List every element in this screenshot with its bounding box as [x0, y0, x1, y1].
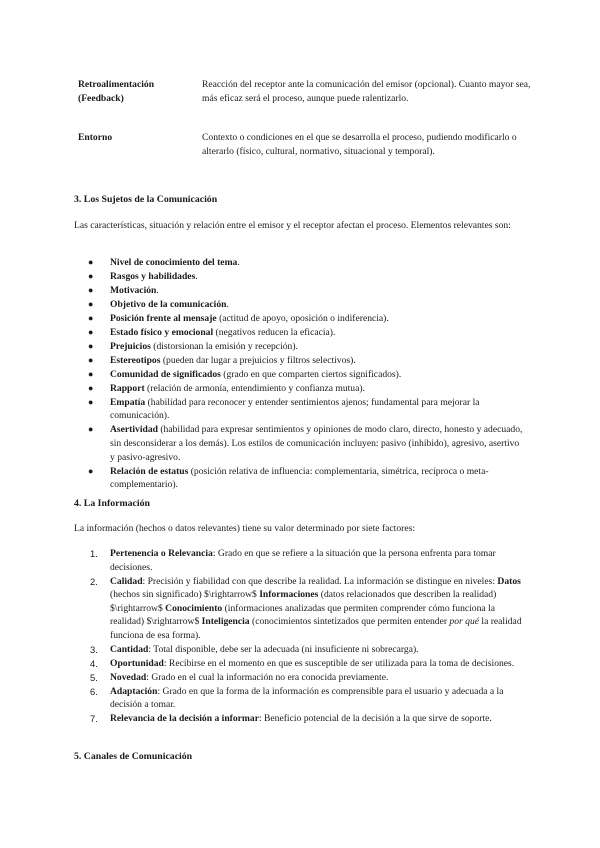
list-item: ● Prejuicios (distorsionan la emisión y recepción). [88, 340, 298, 352]
item-number: 5. [90, 671, 98, 683]
term-line: Retroalimentación [78, 79, 155, 90]
definition-text: Contexto o condiciones en el que se desarrolla el proceso, pudiendo modificarlo o alterarlo (físico, cultural, normativo, situacional y temporal). [202, 132, 517, 157]
list-item: ● Empatía (habilidad para reconocer y entender sentimientos ajenos; fundamental para mejorar la comunicación). [88, 396, 480, 422]
item-number: 6. [90, 685, 98, 697]
section-heading: 4. La Información [74, 498, 150, 509]
list-item: ● Relación de estatus (posición relativa de influencia: complementaria, simétrica, recíproca o meta-complementario). [88, 465, 489, 491]
information-factors-list [74, 547, 524, 726]
list-item: ● Comunidad de significados (grado en que comparten ciertos significados). [88, 368, 402, 380]
bullet-icon: ● [88, 270, 94, 281]
list-item: ● Nivel de conocimiento del tema. [88, 257, 240, 268]
list-item: 6. Adaptación: Grado en que la forma de la información es comprensible para el usuario y adecuada a la decisión a tomar. [90, 685, 504, 711]
item-number: 1. [90, 548, 98, 559]
list-item: 1. Pertenencia o Relevancia: Grado en que se refiere a la situación que la persona enfrenta para tomar decisiones. [90, 548, 496, 573]
list-item: ● Rasgos y habilidades. [88, 270, 198, 282]
list-item: ● Objetivo de la comunicación. [88, 298, 229, 310]
bullet-icon: ● [88, 368, 94, 379]
definition-text: Reacción del receptor ante la comunicación del emisor (opcional). Cuanto mayor sea, más eficaz será el proceso, aunque puede ralentizarlo. [202, 79, 531, 104]
bullet-icon: ● [88, 424, 94, 435]
item-number: 2. [90, 575, 98, 587]
list-item: ● Motivación. [88, 284, 159, 296]
section-intro: La información (hechos o datos relevantes) tiene su valor determinado por siete factores: [74, 523, 415, 534]
bullet-icon: ● [88, 312, 94, 323]
definition-term [78, 78, 196, 105]
definition-term [78, 131, 196, 145]
list-item: ● Estado físico y emocional (negativos reducen la eficacia). [88, 326, 336, 338]
subjects-list [74, 256, 524, 492]
list-item: ● Estereotipos (pueden dar lugar a prejuicios y filtros selectivos). [88, 354, 356, 366]
section-intro: Las características, situación y relación entre el emisor y el receptor afectan el proceso. Elementos relevantes son: [74, 220, 511, 231]
bullet-icon: ● [88, 396, 94, 407]
term-line: (Feedback) [78, 92, 124, 104]
item-number: 3. [90, 643, 98, 655]
bullet-icon: ● [88, 354, 94, 365]
bullet-icon: ● [88, 284, 94, 295]
bullet-icon: ● [88, 465, 94, 476]
list-item: 3. Cantidad: Total disponible, debe ser la adecuada (ni insuficiente ni sobrecarga). [90, 643, 419, 655]
section-heading: 3. Los Sujetos de la Comunicación [74, 194, 218, 205]
bullet-icon: ● [88, 326, 94, 337]
list-item: 4. Oportunidad: Recibirse en el momento en que es susceptible de ser utilizada para la toma de decisiones. [90, 657, 515, 669]
list-item: ● Posición frente al mensaje (actitud de apoyo, oposición o indiferencia). [88, 312, 389, 324]
bullet-icon: ● [88, 340, 94, 351]
list-item: ● Asertividad (habilidad para expresar sentimientos y opiniones de modo claro, directo, honesto y adecuado, sin desconsiderar a los demás). Los estilos de comunicación incluyen: pasivo (inhibido), agresivo, asertivo y pasivo-agresivo. [88, 424, 523, 463]
section-heading: 5. Canales de Comunicación [74, 751, 193, 762]
list-item: 2. Calidad: Precisión y fiabilidad con que describe la realidad. La información se distingue en niveles: Datos (hechos sin significado) $\rightarrow$ Informaciones (datos relacionados que describen la realidad) $\rightarrow$ Conocimiento (informaciones analizadas que permiten comprender cómo funciona la realidad) $\rightarrow$ Inteligencia (conocimientos sintetizados que permiten entender por qué la realidad funciona de esa forma). [90, 575, 522, 641]
list-item: 5. Novedad: Grado en el cual la información no era conocida previamente. [90, 671, 389, 683]
bullet-icon: ● [88, 298, 94, 309]
list-item: ● Rapport (relación de armonía, entendimiento y confianza mutua). [88, 382, 365, 394]
list-item: 7. Relevancia de la decisión a informar: Beneficio potencial de la decisión a la que sirve de soporte. [90, 713, 492, 725]
term-line: Entorno [78, 132, 113, 143]
item-number: 4. [90, 657, 98, 669]
bullet-icon: ● [88, 257, 94, 267]
item-number: 7. [90, 713, 98, 725]
bullet-icon: ● [88, 382, 94, 393]
